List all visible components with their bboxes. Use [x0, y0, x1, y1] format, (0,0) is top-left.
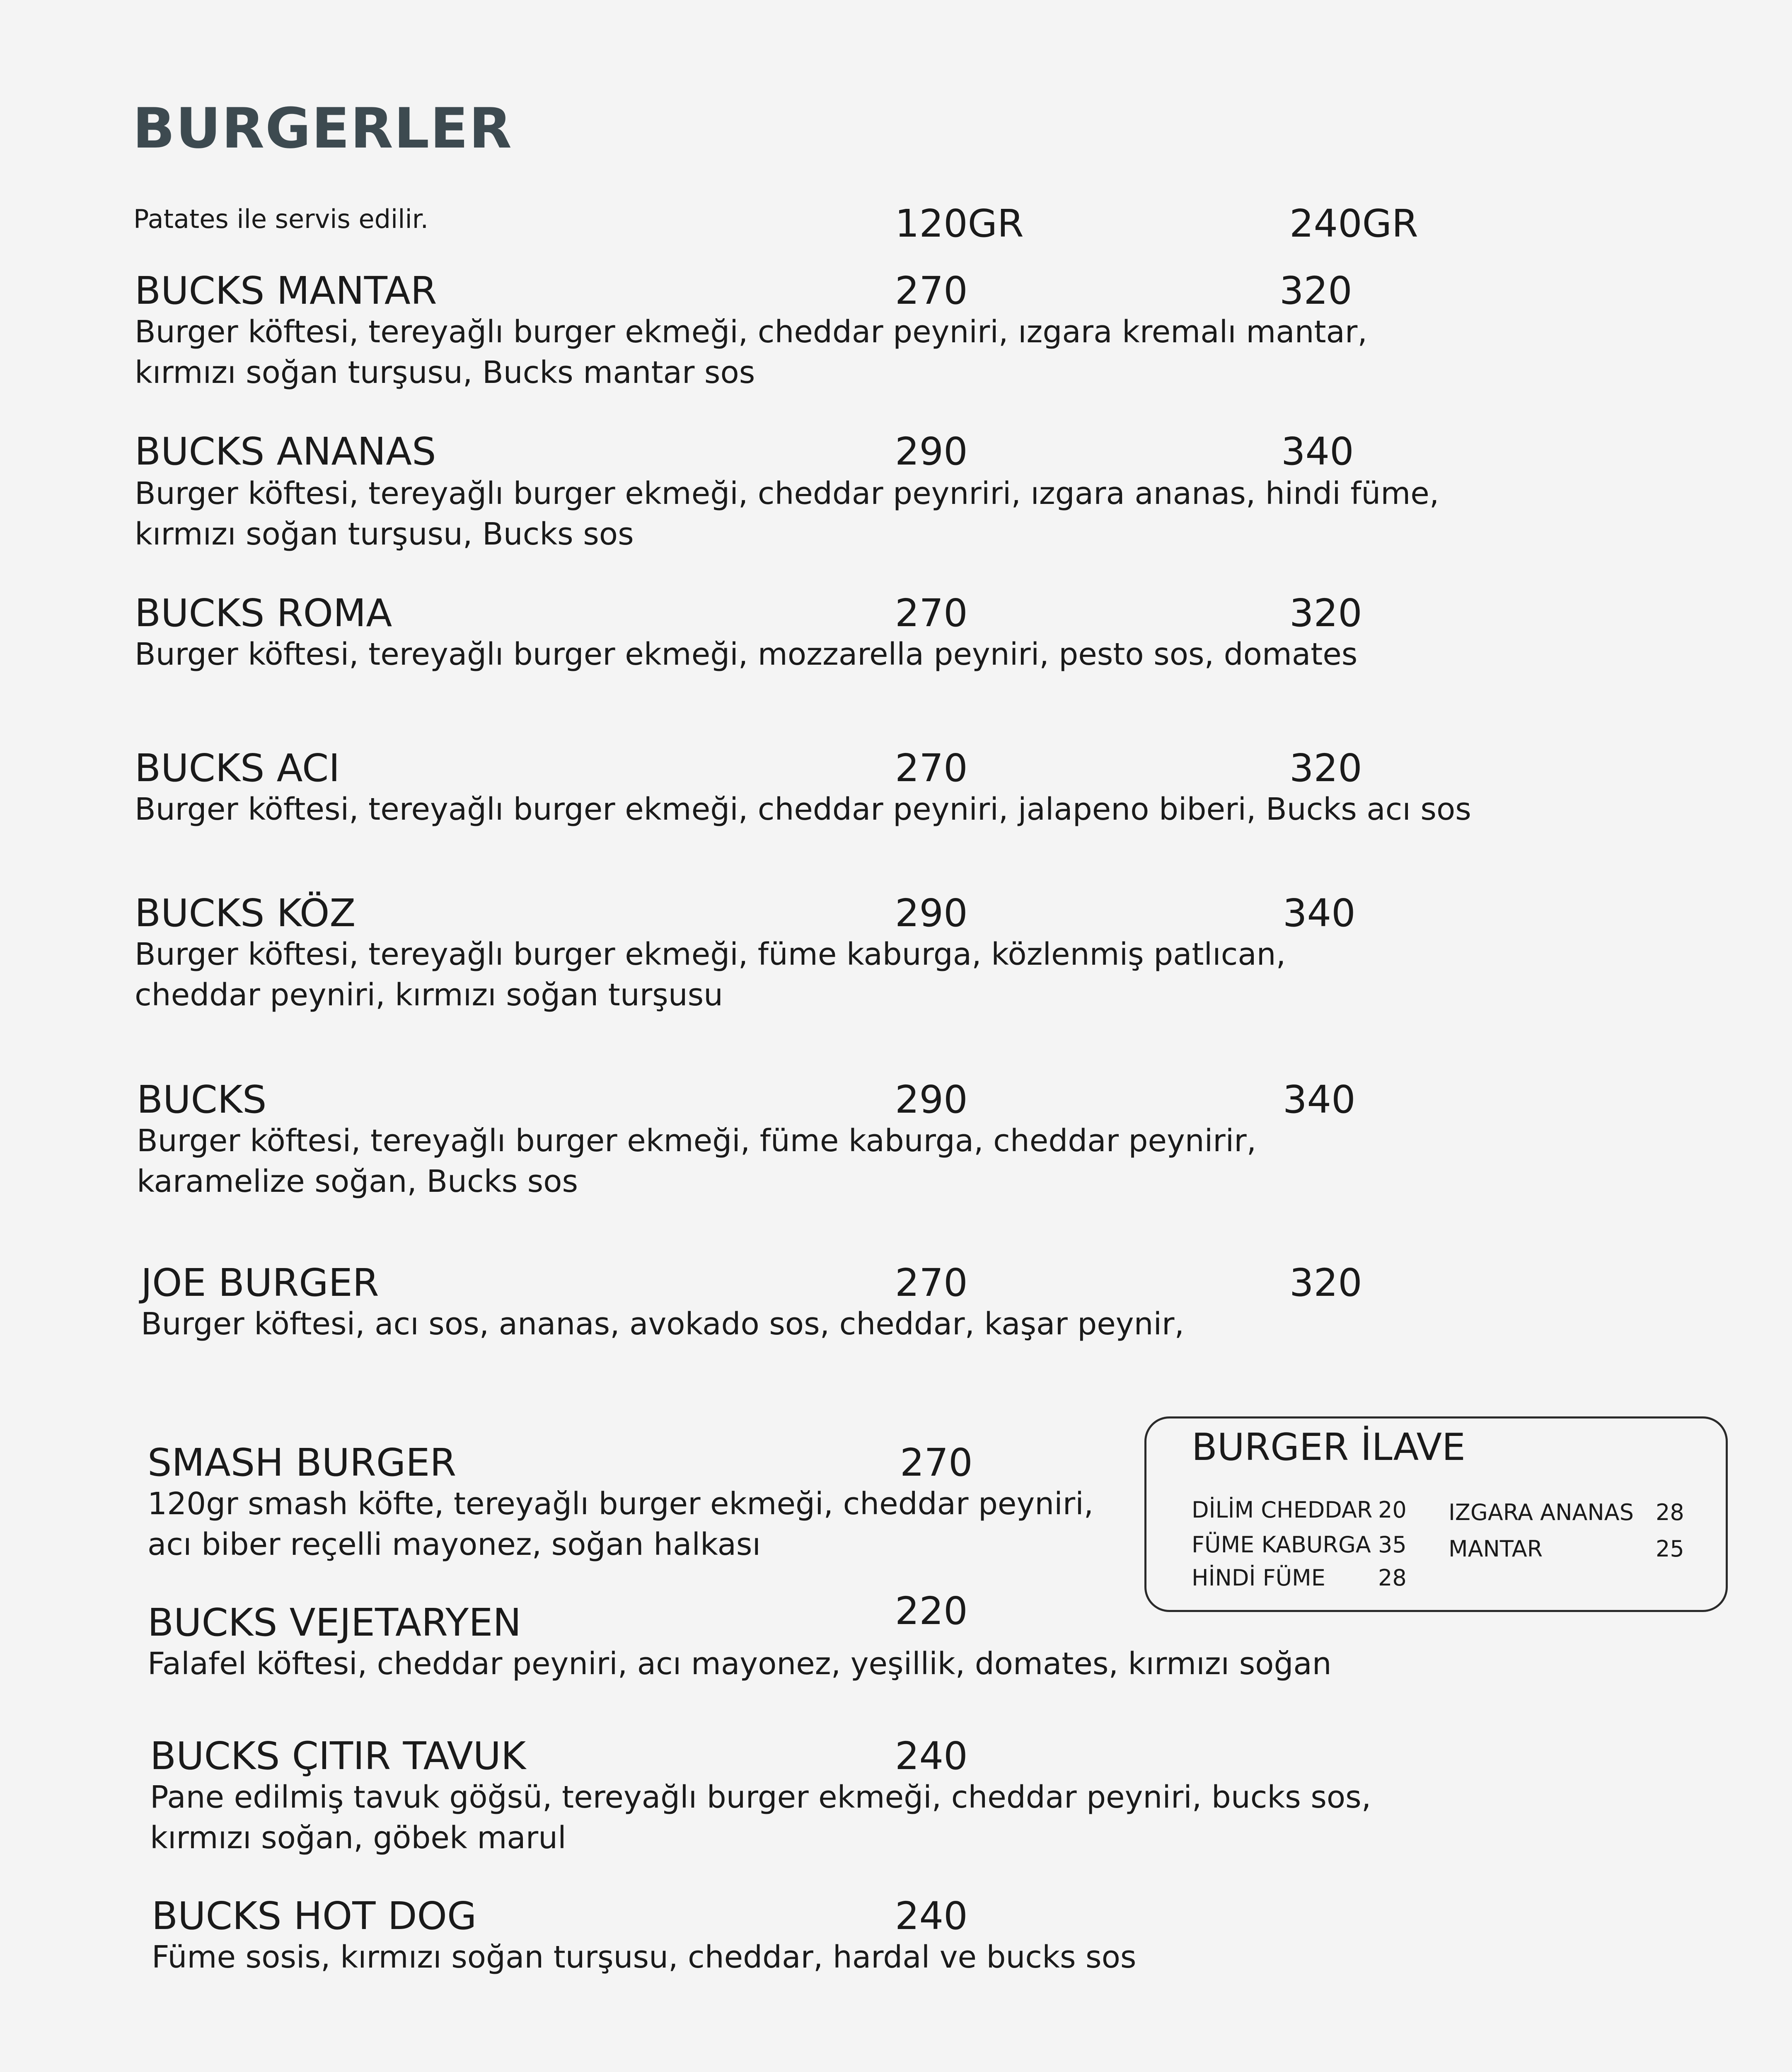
extra-price: 28 [1656, 1499, 1684, 1525]
burger-price-240: 320 [1289, 591, 1362, 635]
extra-name: DİLİM CHEDDAR [1192, 1497, 1373, 1523]
extra-name: FÜME KABURGA [1192, 1532, 1371, 1558]
burger-name: BUCKS ROMA [135, 591, 392, 635]
burger-description: 120gr smash köfte, tereyağlı burger ekmeği, cheddar peyniri, acı biber reçelli mayonez, soğan halkası [148, 1486, 1094, 1562]
burger-description: Pane edilmiş tavuk göğsü, tereyağlı burger ekmeği, cheddar peyniri, bucks sos, kırmızı soğan, göbek marul [150, 1779, 1371, 1856]
burger-price-120: 270 [900, 1440, 973, 1485]
size-small-header: 120GR [895, 201, 1024, 246]
extra-price: 20 [1378, 1497, 1407, 1523]
burger-price-120: 290 [895, 429, 968, 474]
extra-name: MANTAR [1449, 1536, 1543, 1562]
burger-name: BUCKS KÖZ [135, 891, 356, 935]
burger-price-240: 320 [1279, 269, 1352, 313]
burger-price-120: 270 [895, 1261, 968, 1305]
burger-description: Burger köftesi, tereyağlı burger ekmeği, cheddar peyniri, jalapeno biberi, Bucks acı sos [135, 792, 1471, 827]
burger-price-120: 290 [895, 1077, 968, 1122]
burger-price-240: 320 [1289, 746, 1362, 790]
extras-title: BURGER İLAVE [1192, 1426, 1466, 1469]
burger-description: Burger köftesi, tereyağlı burger ekmeği, cheddar peyniri, ızgara kremalı mantar, kırmızı soğan turşusu, Bucks mantar sos [135, 314, 1367, 390]
burger-description: Burger köftesi, tereyağlı burger ekmeği, füme kaburga, cheddar peynirir, karamelize soğan, Bucks sos [137, 1123, 1257, 1199]
burger-price-120: 270 [895, 591, 968, 635]
burger-price-120: 240 [895, 1894, 968, 1938]
burger-description: Füme sosis, kırmızı soğan turşusu, cheddar, hardal ve bucks sos [152, 1939, 1137, 1975]
burger-name: BUCKS VEJETARYEN [148, 1600, 522, 1645]
burger-name: JOE BURGER [141, 1261, 379, 1305]
burger-name: BUCKS ÇITIR TAVUK [150, 1734, 526, 1778]
burger-price-240: 340 [1283, 891, 1356, 935]
extra-name: HİNDİ FÜME [1192, 1565, 1325, 1591]
size-large-header: 240GR [1289, 201, 1418, 246]
burger-price-240: 340 [1281, 429, 1354, 474]
burgers-note: Patates ile servis edilir. [133, 204, 429, 234]
extra-price: 35 [1378, 1532, 1407, 1558]
burger-price-120: 240 [895, 1734, 968, 1778]
burger-name: BUCKS MANTAR [135, 269, 437, 313]
burger-price-120: 290 [895, 891, 968, 935]
burger-description: Burger köftesi, tereyağlı burger ekmeği, mozzarella peyniri, pesto sos, domates [135, 637, 1358, 672]
extra-price: 25 [1656, 1536, 1684, 1562]
burger-price-120: 220 [895, 1589, 968, 1633]
burger-description: Falafel köftesi, cheddar peyniri, acı mayonez, yeşillik, domates, kırmızı soğan [148, 1646, 1332, 1682]
burger-price-120: 270 [895, 746, 968, 790]
burger-name: BUCKS [137, 1077, 267, 1122]
extra-price: 28 [1378, 1565, 1407, 1591]
burgers-title: BURGERLER [133, 96, 513, 161]
burger-description: Burger köftesi, acı sos, ananas, avokado sos, cheddar, kaşar peynir, [141, 1306, 1184, 1342]
burger-price-240: 340 [1283, 1077, 1356, 1122]
burger-name: BUCKS ACI [135, 746, 340, 790]
burger-name: BUCKS HOT DOG [152, 1894, 477, 1938]
burger-price-120: 270 [895, 269, 968, 313]
burger-description: Burger köftesi, tereyağlı burger ekmeği, cheddar peynriri, ızgara ananas, hindi füme, kırmızı soğan turşusu, Bucks sos [135, 476, 1439, 552]
extra-name: IZGARA ANANAS [1449, 1499, 1634, 1525]
burger-price-240: 320 [1289, 1261, 1362, 1305]
burger-name: SMASH BURGER [148, 1440, 457, 1485]
burger-name: BUCKS ANANAS [135, 429, 436, 474]
burger-description: Burger köftesi, tereyağlı burger ekmeği, füme kaburga, közlenmiş patlıcan, cheddar peyniri, kırmızı soğan turşusu [135, 937, 1286, 1013]
